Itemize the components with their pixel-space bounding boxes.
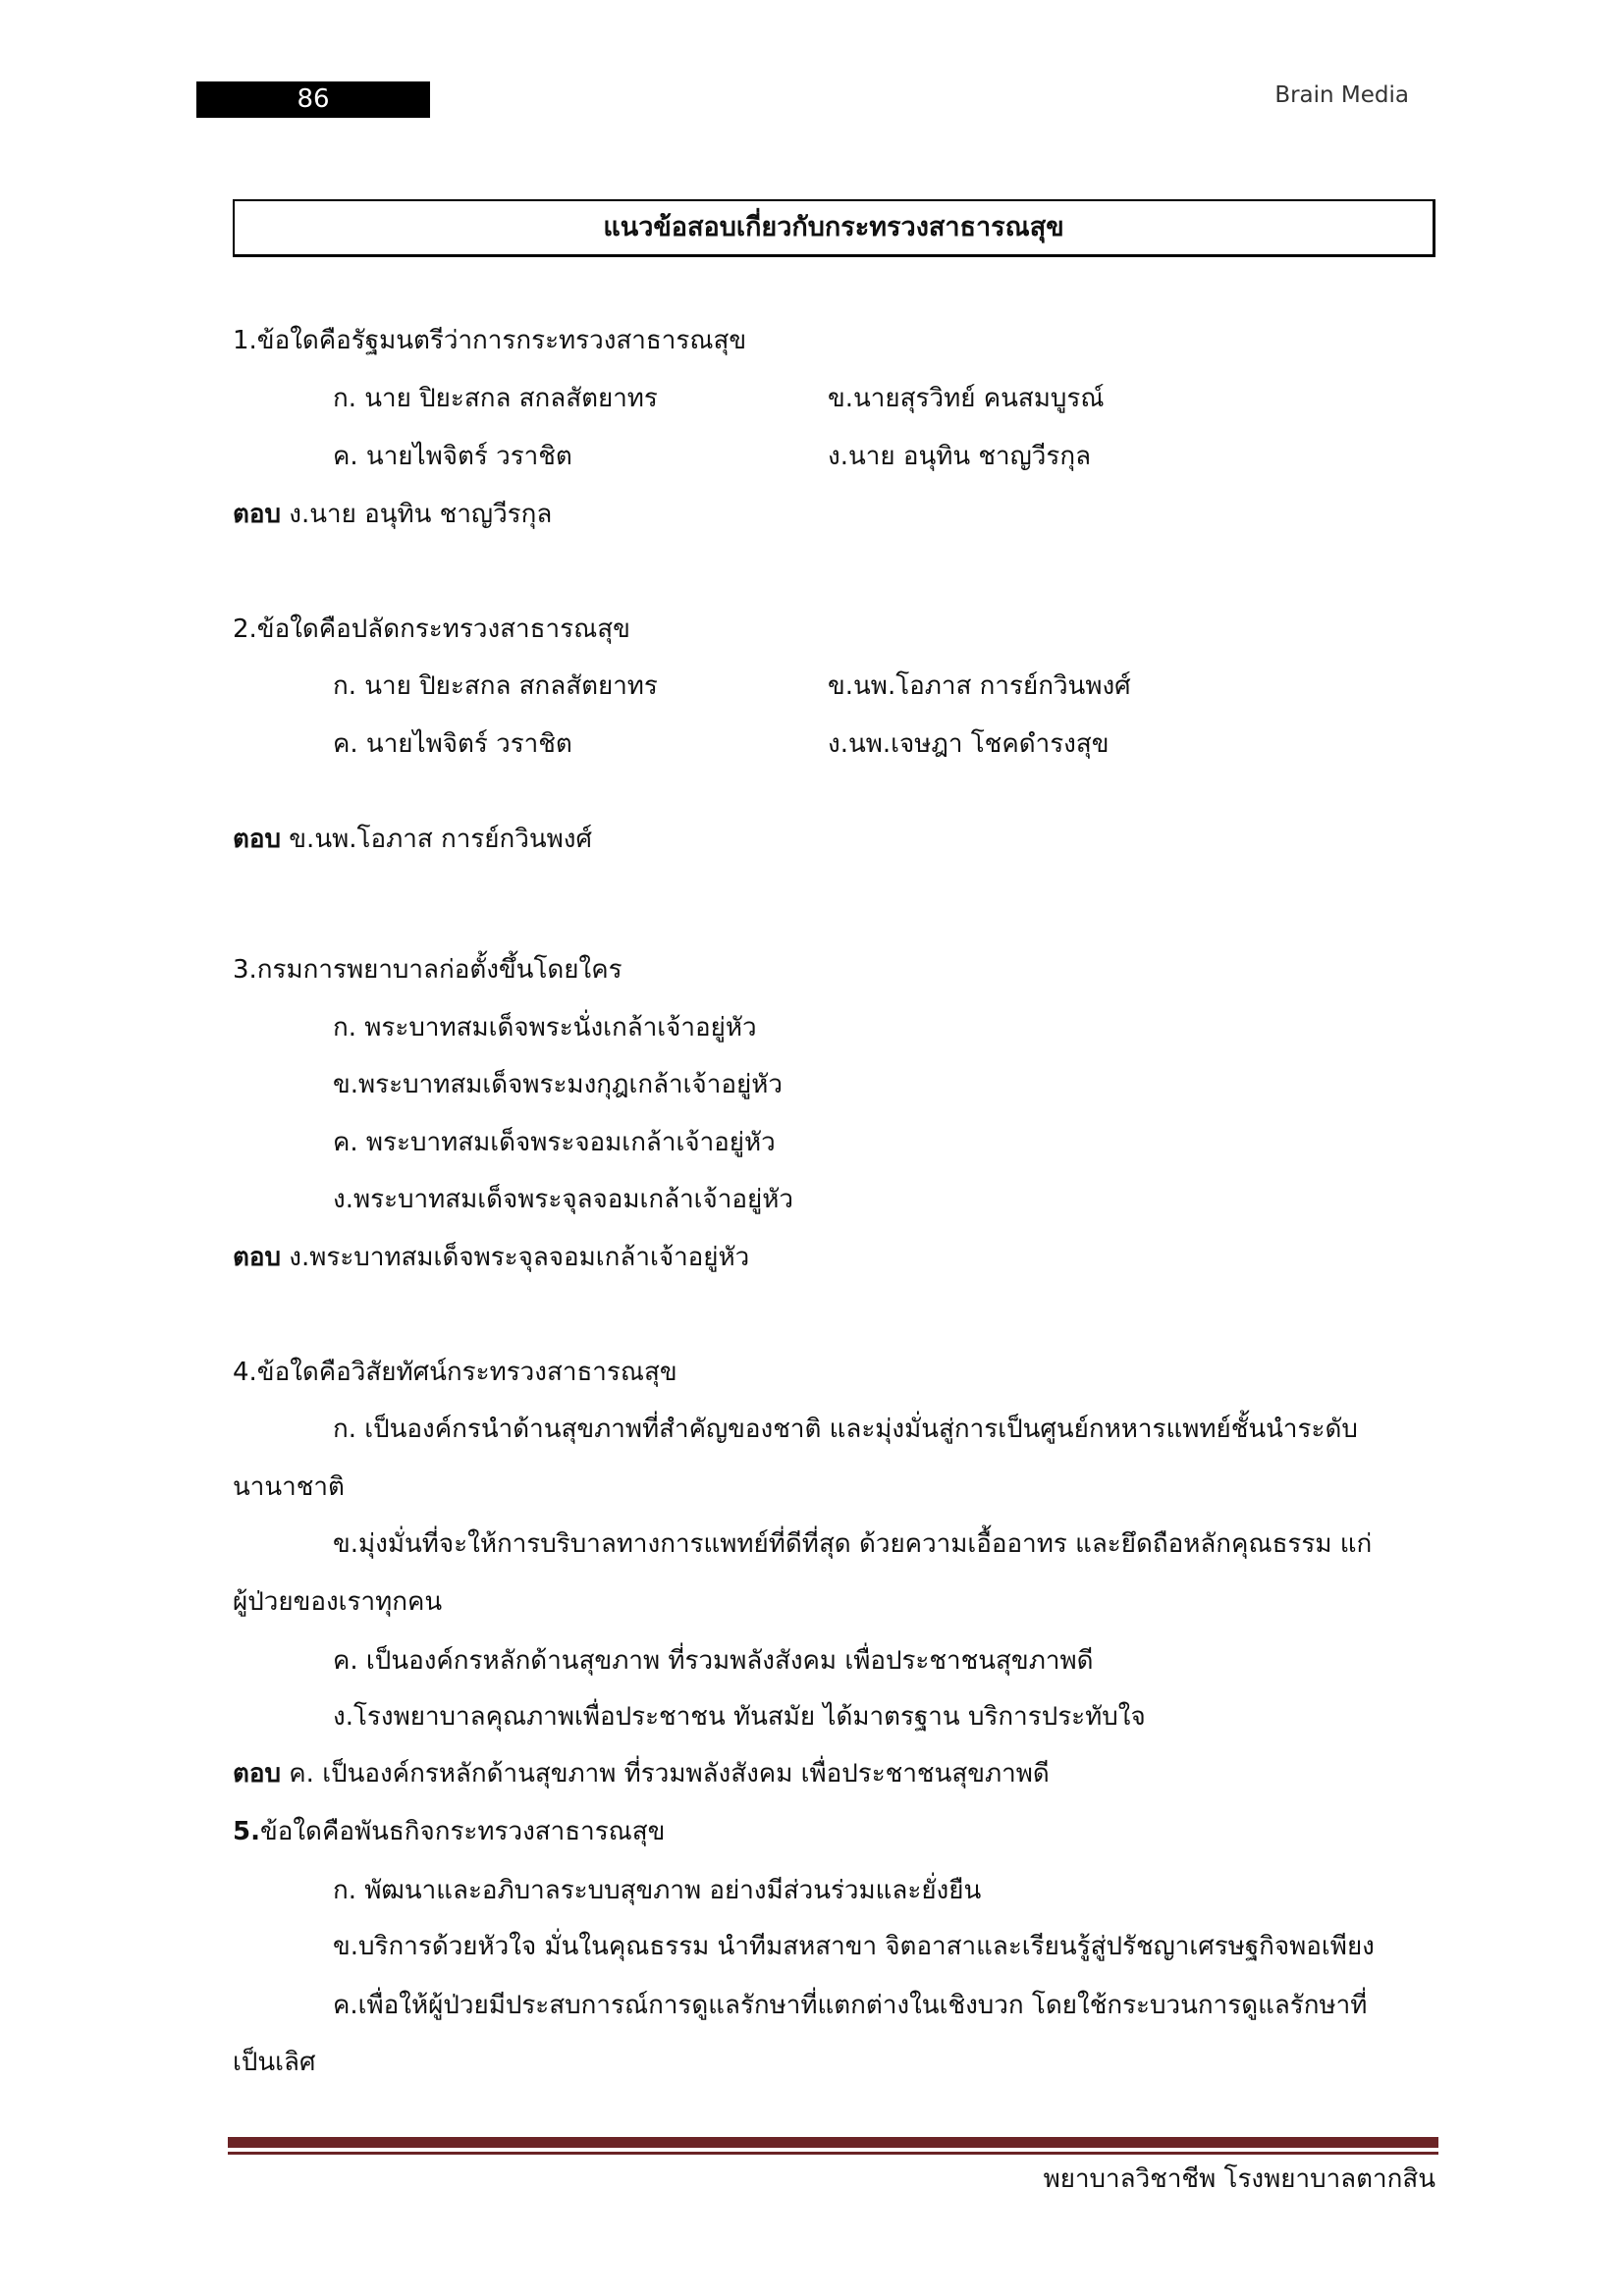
q4-option-a: ก. เป็นองค์กรนำด้านสุขภาพที่สำคัญของชาติ และมุ่งมั่นสู่การเป็นศูนย์กหหารแพทย์ชั้นนำระดับ bbox=[333, 1415, 1358, 1444]
answer-label: ตอบ bbox=[233, 1243, 282, 1272]
q4-answer bbox=[233, 1756, 1050, 1791]
answer-text: ง.นาย อนุทิน ชาญวีรกุล bbox=[289, 500, 553, 529]
footer-text: พยาบาลวิชาชีพ โรงพยาบาลตากสิน bbox=[1043, 2164, 1435, 2194]
question-number: 5. bbox=[233, 1817, 260, 1846]
answer-label: ตอบ bbox=[233, 825, 282, 854]
answer-text: ข.นพ.โอภาส การย์กวินพงศ์ bbox=[289, 825, 592, 854]
question-3: 3.กรมการพยาบาลก่อตั้งขึ้นโดยใคร bbox=[233, 955, 623, 985]
answer-label: ตอบ bbox=[233, 1759, 282, 1789]
page-title: แนวข้อสอบเกี่ยวกับกระทรวงสาธารณสุข bbox=[233, 199, 1435, 257]
q2-option-b: ข.นพ.โอภาส การย์กวินพงศ์ bbox=[828, 671, 1131, 701]
q3-option-c: ค. พระบาทสมเด็จพระจอมเกล้าเจ้าอยู่หัว bbox=[333, 1128, 776, 1157]
q3-option-b: ข.พระบาทสมเด็จพระมงกุฎเกล้าเจ้าอยู่หัว bbox=[333, 1070, 783, 1099]
q4-option-b: ข.มุ่งมั่นที่จะให้การบริบาลทางการแพทย์ที่ดีที่สุด ด้วยความเอื้ออาทร และยึดถือหลักคุณธรรม แก่ bbox=[333, 1529, 1373, 1559]
answer-text: ง.พระบาทสมเด็จพระจุลจอมเกล้าเจ้าอยู่หัว bbox=[289, 1243, 750, 1272]
q3-answer bbox=[233, 1240, 749, 1275]
q2-option-a: ก. นาย ปิยะสกล สกลสัตยาทร bbox=[333, 671, 658, 701]
q4-option-b-cont: ผู้ป่วยของเราทุกคน bbox=[233, 1587, 443, 1617]
q1-answer bbox=[233, 497, 552, 532]
q5-option-a: ก. พัฒนาและอภิบาลระบบสุขภาพ อย่างมีส่วนร่วมและยั่งยืน bbox=[333, 1876, 982, 1905]
q3-option-a: ก. พระบาทสมเด็จพระนั่งเกล้าเจ้าอยู่หัว bbox=[333, 1013, 757, 1042]
q5-option-b: ข.บริการด้วยหัวใจ มั่นในคุณธรรม นำทีมสหสาขา จิตอาสาและเรียนรู้สู่ปรัชญาเศรษฐกิจพอเพียง bbox=[333, 1932, 1375, 1961]
brand-label: Brain Media bbox=[1274, 82, 1409, 108]
q1-option-a: ก. นาย ปิยะสกล สกลสัตยาทร bbox=[333, 384, 658, 413]
q2-answer bbox=[233, 822, 592, 857]
q5-option-c: ค.เพื่อให้ผู้ป่วยมีประสบการณ์การดูแลรักษาที่แตกต่างในเชิงบวก โดยใช้กระบวนการดูแลรักษาที่ bbox=[333, 1991, 1368, 2020]
q4-option-d: ง.โรงพยาบาลคุณภาพเพื่อประชาชน ทันสมัย ได้มาตรฐาน บริการประทับใจ bbox=[333, 1702, 1146, 1732]
question-1: 1.ข้อใดคือรัฐมนตรีว่าการกระทรวงสาธารณสุข bbox=[233, 326, 747, 355]
footer-rule-thin bbox=[228, 2152, 1438, 2155]
q3-option-d: ง.พระบาทสมเด็จพระจุลจอมเกล้าเจ้าอยู่หัว bbox=[333, 1185, 793, 1214]
answer-label: ตอบ bbox=[233, 500, 282, 529]
footer-rule bbox=[228, 2137, 1438, 2148]
q4-option-c: ค. เป็นองค์กรหลักด้านสุขภาพ ที่รวมพลังสังคม เพื่อประชาชนสุขภาพดี bbox=[333, 1646, 1094, 1676]
question-4: 4.ข้อใดคือวิสัยทัศน์กระทรวงสาธารณสุข bbox=[233, 1358, 677, 1387]
answer-text: ค. เป็นองค์กรหลักด้านสุขภาพ ที่รวมพลังสังคม เพื่อประชาชนสุขภาพดี bbox=[289, 1759, 1050, 1789]
q4-option-a-cont: นานาชาติ bbox=[233, 1472, 345, 1502]
page-number: 86 bbox=[196, 81, 430, 118]
q2-option-c: ค. นายไพจิตร์ วราชิต bbox=[333, 729, 572, 759]
question-text: ข้อใดคือพันธกิจกระทรวงสาธารณสุข bbox=[259, 1817, 666, 1846]
question-2: 2.ข้อใดคือปลัดกระทรวงสาธารณสุข bbox=[233, 614, 630, 644]
q1-option-d: ง.นาย อนุทิน ชาญวีรกุล bbox=[828, 442, 1092, 471]
q5-option-c-cont: เป็นเลิศ bbox=[233, 2048, 316, 2077]
question-5 bbox=[233, 1814, 665, 1849]
q1-option-b: ข.นายสุรวิทย์ คนสมบูรณ์ bbox=[828, 384, 1105, 413]
q2-option-d: ง.นพ.เจษฎา โชคดำรงสุข bbox=[828, 729, 1110, 759]
q1-option-c: ค. นายไพจิตร์ วราชิต bbox=[333, 442, 572, 471]
